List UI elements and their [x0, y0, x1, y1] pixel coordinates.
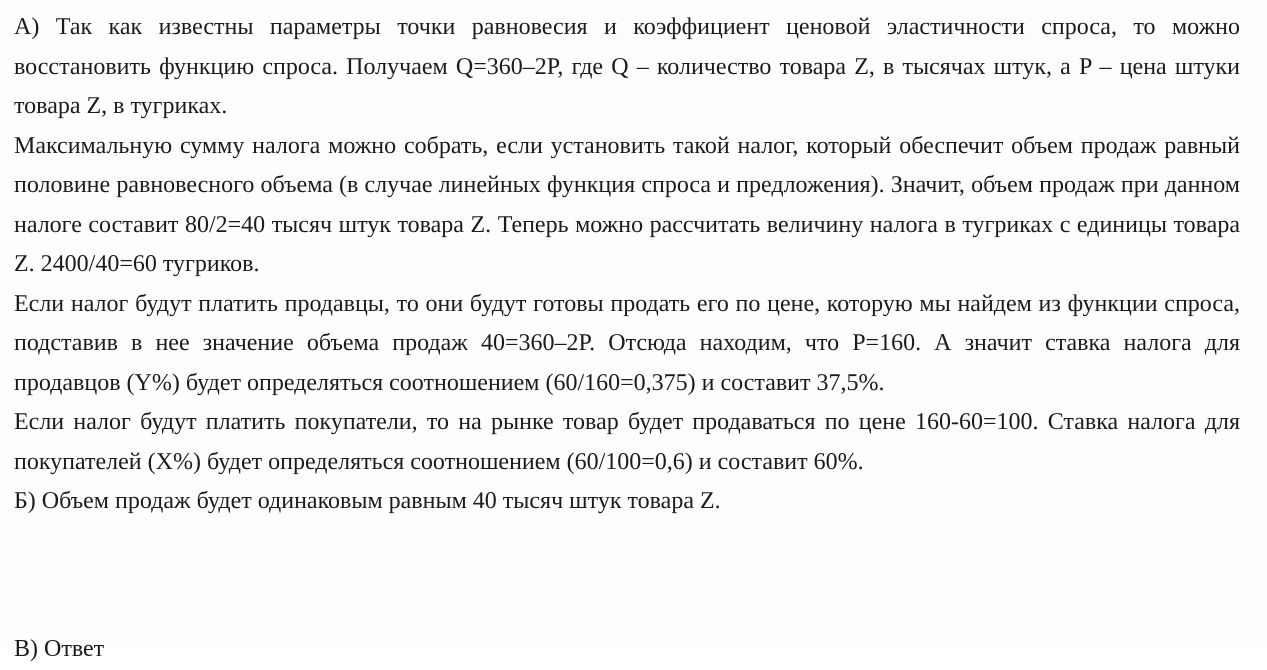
paragraph-max-tax: Максимальную сумму налога можно собрать, если установить такой налог, который обеспечит объем продаж равный половине равновесного объема (в случае линейных функция спроса и предложения). Значит, объем продаж при данном налоге составит 80/2=40 тысяч штук товара Z. Теперь можно рассчитать величину налога в тугриках с единицы товара Z. 2400/40=60 тугриков. — [14, 132, 1240, 277]
cutoff-line: В) Ответ — [14, 636, 105, 662]
document-body — [14, 8, 1240, 522]
paragraph-demand-function: А) Так как известны параметры точки равновесия и коэффициент ценовой эластичности спроса, то можно восстановить функцию спроса. Получаем Q=360–2P, где Q – количество товара Z, в тысячах штук, а P – цена штуки товара Z, в тугриках. — [14, 14, 1240, 119]
paragraph-sellers-tax: Если налог будут платить продавцы, то они будут готовы продать его по цене, которую мы найдем из функции спроса, подставив в нее значение объема продаж 40=360–2P. Отсюда находим, что P=160. А значит ставка налога для продавцов (Y%) будет определяться соотношением (60/160=0,375) и составит 37,5%. — [14, 290, 1240, 396]
paragraph-buyers-tax: Если налог будут платить покупатели, то на рынке товар будет продаваться по цене 160-60=100. Ставка налога для покупателей (X%) будет определяться соотношением (60/100=0,6) и составит 60%. — [14, 409, 1240, 475]
paragraph-answer-b: Б) Объем продаж будет одинаковым равным 40 тысяч штук товара Z. — [14, 488, 721, 514]
